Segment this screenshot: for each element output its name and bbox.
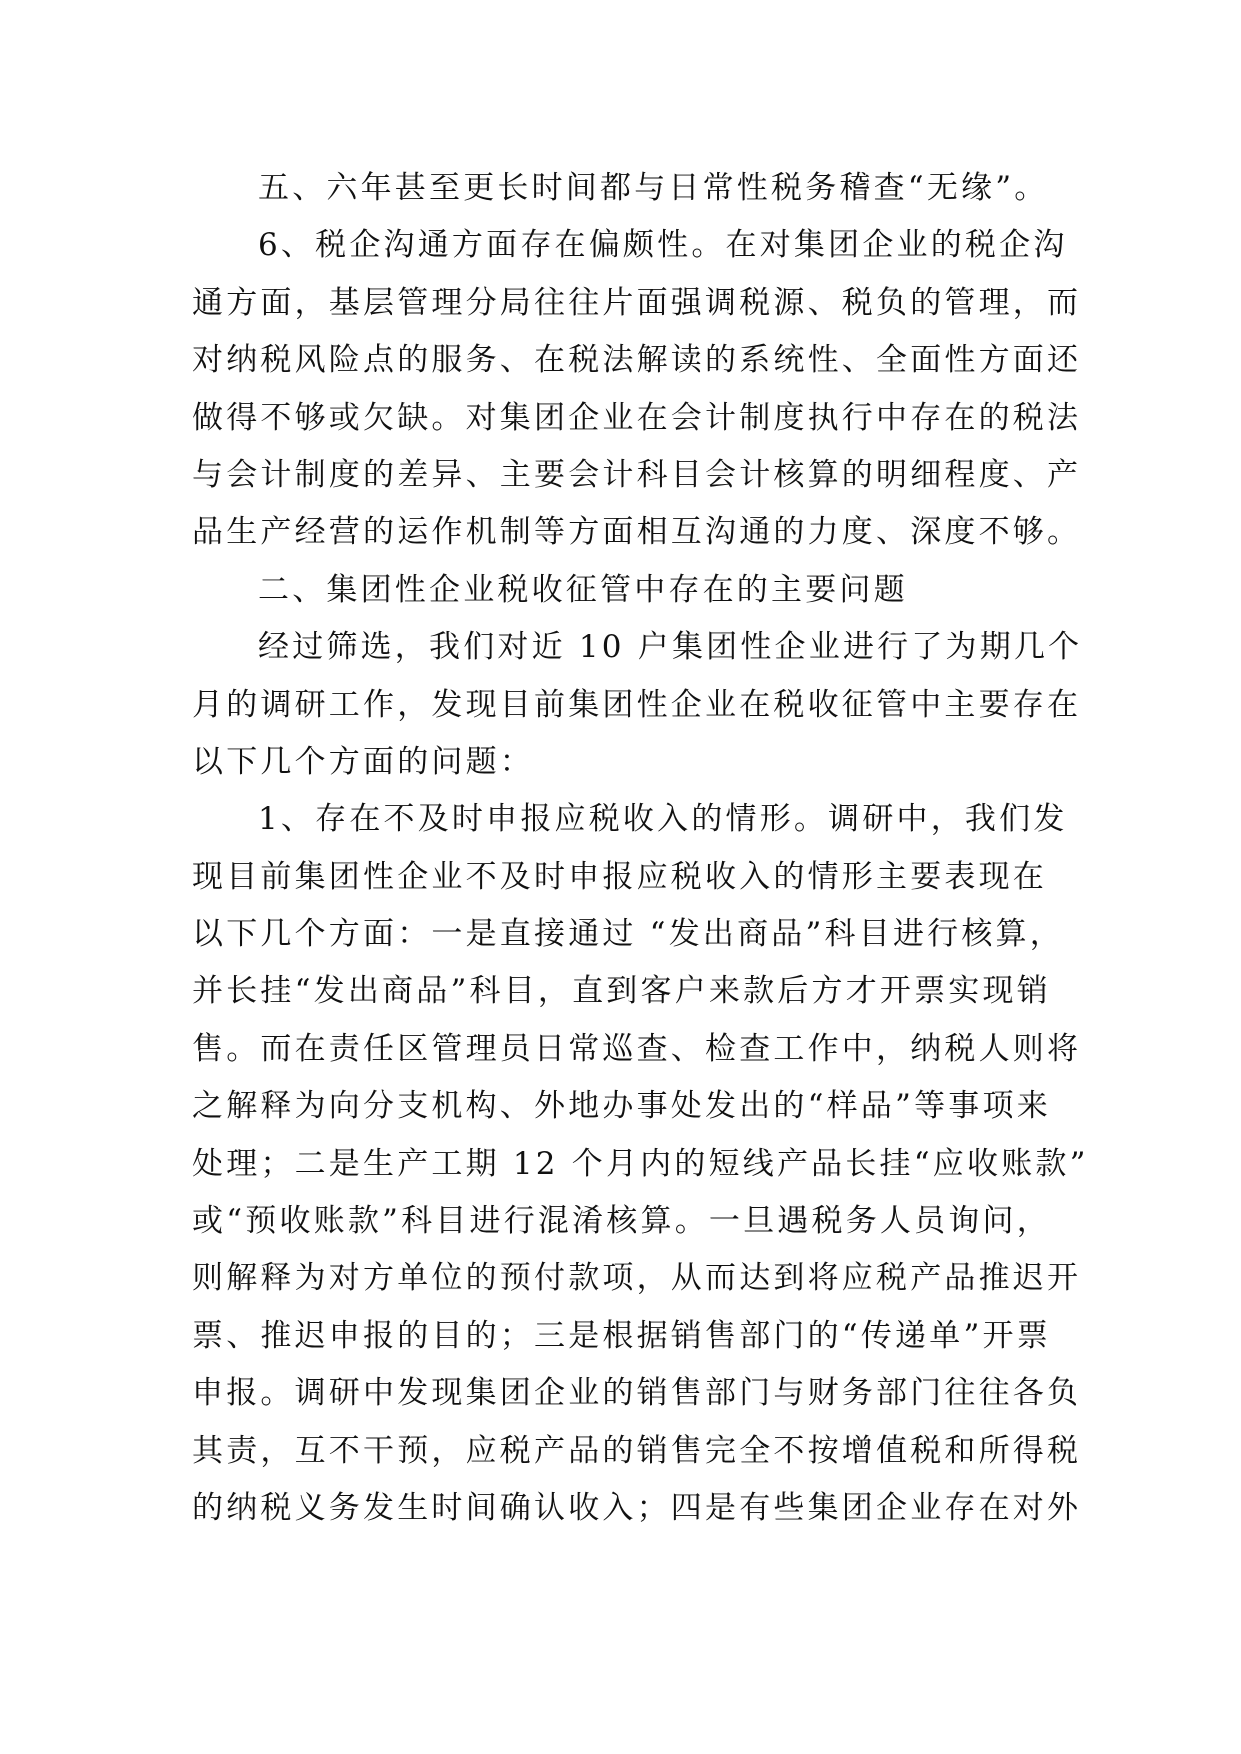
text-line: 并长挂“发出商品”科目，直到客户来款后方才开票实现销: [192, 973, 1051, 1010]
text-line: 以下几个方面的问题：: [192, 743, 534, 780]
text-line: 品生产经营的运作机制等方面相互沟通的力度、深度不够。: [192, 514, 1082, 551]
text-line: 处理；二是生产工期 12 个月内的短线产品长挂“应收账款”: [192, 1145, 1089, 1182]
text-line: 现目前集团性企业不及时申报应税收入的情形主要表现在: [192, 858, 1047, 895]
text-line: 售。而在责任区管理员日常巡查、检查工作中，纳税人则将: [192, 1030, 1082, 1067]
text-line: 申报。调研中发现集团企业的销售部门与财务部门往往各负: [192, 1375, 1082, 1412]
body-text: [192, 160, 1089, 1537]
text-line: 月的调研工作，发现目前集团性企业在税收征管中主要存在: [192, 686, 1082, 723]
text-line: 其责，互不干预，应税产品的销售完全不按增值税和所得税: [192, 1432, 1082, 1469]
text-line: 6、税企沟通方面存在偏颇性。在对集团企业的税企沟: [258, 227, 1068, 264]
text-line: 票、推迟申报的目的；三是根据销售部门的“传递单”开票: [192, 1317, 1051, 1354]
text-line: 1、存在不及时申报应税收入的情形。调研中，我们发: [258, 801, 1068, 838]
text-line: 通方面，基层管理分局往往片面强调税源、税负的管理，而: [192, 284, 1082, 321]
text-line: 之解释为向分支机构、外地办事处发出的“样品”等事项来: [192, 1088, 1051, 1125]
text-line: 或“预收账款”科目进行混淆核算。一旦遇税务人员询问，: [192, 1203, 1051, 1240]
text-line: 以下几个方面：一是直接通过 “发出商品”科目进行核算，: [192, 916, 1064, 953]
text-line: 对纳税风险点的服务、在税法解读的系统性、全面性方面还: [192, 342, 1082, 379]
text-line: 的纳税义务发生时间确认收入；四是有些集团企业存在对外: [192, 1489, 1082, 1526]
text-line: 与会计制度的差异、主要会计科目会计核算的明细程度、产: [192, 456, 1082, 493]
text-line: 做得不够或欠缺。对集团企业在会计制度执行中存在的税法: [192, 399, 1082, 436]
text-line: 五、六年甚至更长时间都与日常性税务稽查“无缘”。: [258, 170, 1049, 206]
text-line: 经过筛选，我们对近 10 户集团性企业进行了为期几个: [258, 629, 1083, 666]
text-line: 则解释为对方单位的预付款项，从而达到将应税产品推迟开: [192, 1260, 1082, 1297]
section-heading: 二、集团性企业税收征管中存在的主要问题: [258, 571, 908, 608]
